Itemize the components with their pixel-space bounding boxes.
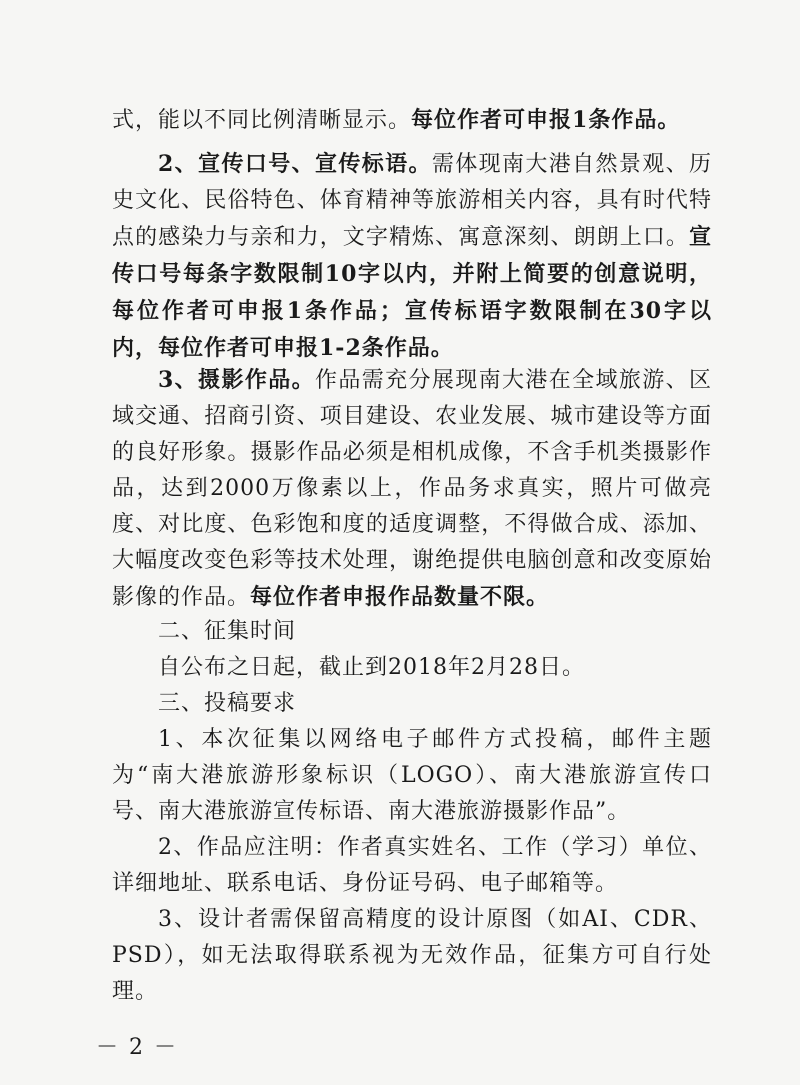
paragraph-text: 需体现南大港自然景观、历史文化、民俗特色、体育精神等旅游相关内容，具有时代特点的感染力与亲和力，文字精炼、寓意深刻、朗朗上口。 [112, 152, 712, 250]
collection-period-text: 自公布之日起，截止到2018年2月28日。 [158, 655, 585, 680]
item-heading: 3、摄影作品。 [158, 367, 315, 393]
section-heading-submission: 三、投稿要求 [158, 691, 297, 716]
bold-note: 宣传口号每条字数限制10字以内，并附上简要的创意说明，每位作者可申报1条作品；宣传标语字数限制在30字以内，每位作者可申报1-2条作品。 [112, 224, 712, 361]
submission-item-3 [112, 902, 712, 1010]
paragraph-text: 1、本次征集以网络电子邮件方式投稿，邮件主题为“南大港旅游形象标识（LOGO）、南大港旅游宣传口号、南大港旅游宣传标语、南大港旅游摄影作品”。 [112, 727, 712, 824]
paragraph-text: 式，能以不同比例清晰显示。 [112, 108, 412, 133]
submission-item-2 [112, 830, 712, 902]
paragraph-continuation [112, 102, 712, 139]
paragraph-photography [112, 362, 712, 616]
section-heading-time: 二、征集时间 [158, 619, 297, 644]
paragraph-text: 2、作品应注明：作者真实姓名、工作（学习）单位、详细地址、联系电话、身份证号码、电子邮箱等。 [112, 835, 712, 896]
paragraph-slogans [112, 146, 712, 367]
paragraph-text: 3、设计者需保留高精度的设计原图（如AI、CDR、PSD），如无法取得联系视为无效作品，征集方可自行处理。 [112, 907, 712, 1004]
bold-note: 每位作者可申报1条作品。 [411, 107, 681, 133]
submission-item-1 [112, 722, 712, 830]
item-heading: 2、宣传口号、宣传标语。 [158, 151, 432, 177]
page-number: － 2 － [96, 1035, 178, 1060]
bold-note: 每位作者申报作品数量不限。 [250, 584, 550, 610]
paragraph-text: 作品需充分展现南大港在全域旅游、区域交通、招商引资、项目建设、农业发展、城市建设等方面的良好形象。摄影作品必须是相机成像，不含手机类摄影作品，达到2000万像素以上，作品务求真实，照片可做亮度、对比度、色彩饱和度的适度调整，不得做合成、添加、大幅度改变色彩等技术处理，谢绝提供电脑创意和改变原始影像的作品。 [112, 368, 712, 610]
